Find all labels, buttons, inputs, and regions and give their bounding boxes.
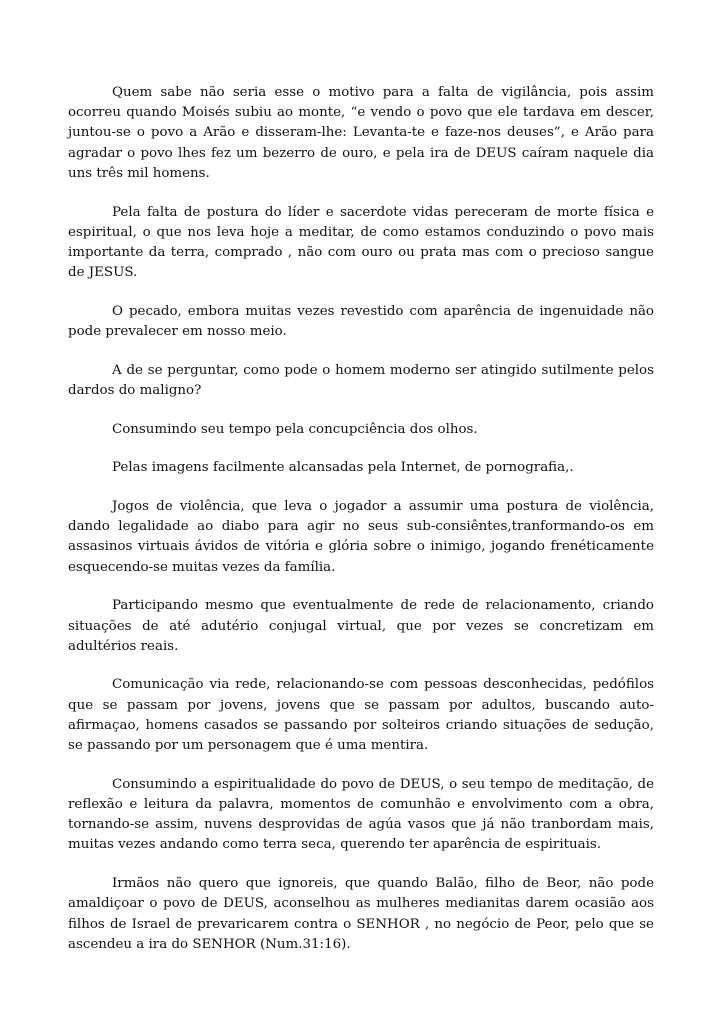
paragraph-jogos-violencia: Jogos de violência, que leva o jogador a assumir uma postura de violência, dando legalidade ao diabo para agir no seus sub-consiêntes,tranformando-os em assasinos virtuais ávidos de vitória e glória sobre o inimigo, jogando frenéticamente esquecendo-se muitas vezes da família.: [68, 499, 654, 575]
paragraph-postura-lider: Pela falta de postura do líder e sacerdote vidas pereceram de morte física e espiritual, o que nos leva hoje a meditar, de como estamos conduzindo o povo mais importante da terra, comprado , não com ouro ou prata mas com o precioso sangue de JESUS.: [68, 204, 654, 281]
paragraph-comunicacao-rede: Comunicação via rede, relacionando-se com pessoas desconhecidas, pedófilos que se passam por jovens, jovens que se passam por adultos, buscando auto-afirmaçao, homens casados se passando por solteiros criando situações de sedução, se passando por um personagem que é uma mentira.: [68, 677, 654, 754]
paragraph-imagens-internet: Pelas imagens facilmente alcansadas pela Internet, de pornografia,.: [112, 460, 574, 476]
paragraph-irmaos-balao: Irmãos não quero que ignoreis, que quando Balão, filho de Beor, não pode amaldiçoar o povo de DEUS, aconselhou as mulheres medianitas darem ocasião aos filhos de Israel de prevaricarem contra o SENHOR , no negócio de Peor, pelo que se ascendeu a ira do SENHOR (Num.31:16).: [68, 876, 654, 952]
paragraph-vigilancia: Quem sabe não seria esse o motivo para a falta de vigilância, pois assim ocorreu quando Moisés subiu ao monte, “e vendo o povo que ele tardava em descer, juntou-se o povo a Arão e disseram-lhe: Levanta-te e faze-nos deuses”, e Arão para agradar o povo lhes fez um bezerro de ouro, e pela ira de DEUS caíram naquele dia uns três mil homens.: [68, 85, 654, 181]
paragraph-pergunta: A de se perguntar, como pode o homem moderno ser atingido sutilmente pelos dardos do maligno?: [68, 362, 654, 398]
paragraph-pecado: O pecado, embora muitas vezes revestido com aparência de ingenuidade não pode prevalecer em nosso meio.: [68, 303, 654, 340]
paragraph-espiritualidade: Consumindo a espiritualidade do povo de DEUS, o seu tempo de meditação, de reflexão e leitura da palavra, momentos de comunhão e envolvimento com a obra, tornando-se assim, nuvens desprovidas de agúa vasos que já não tranbordam mais, muitas vezes andando como terra seca, querendo ter aparência de espirituais.: [68, 776, 654, 853]
document-body: [68, 83, 654, 973]
paragraph-rede-relacionamento: Participando mesmo que eventualmente de rede de relacionamento, criando situações de até adutério conjugal virtual, que por vezes se concretizam em adultérios reais.: [68, 598, 654, 654]
paragraph-concupiscencia: Consumindo seu tempo pela concupciência dos olhos.: [112, 421, 478, 437]
